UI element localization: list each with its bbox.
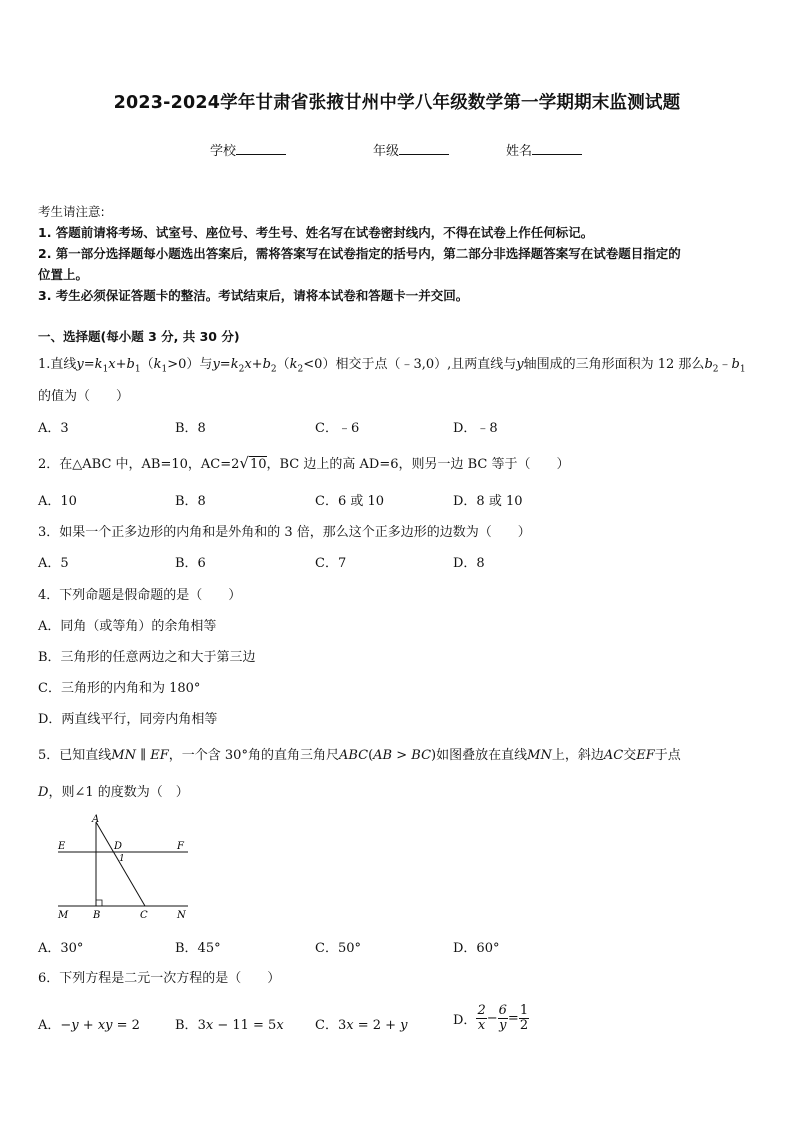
question-2: 2．在△ABC 中，AB=10，AC=2√10，BC 边上的高 AD=6，则另一边 BC 等于（ ） xyxy=(38,454,570,472)
question-6: 6．下列方程是二元一次方程的是（ ） xyxy=(38,971,281,986)
q2-option-d[interactable]: D．8 或 10 xyxy=(453,494,523,509)
section-heading: 一、选择题(每小题 3 分, 共 30 分) xyxy=(38,329,240,344)
label-n: N xyxy=(177,910,186,921)
label-m: M xyxy=(58,910,69,921)
label-angle-1: 1 xyxy=(119,854,125,864)
q4-option-a[interactable]: A．同角（或等角）的余角相等 xyxy=(38,619,217,634)
q6-option-c[interactable]: C．3x = 2 + y xyxy=(315,1018,408,1033)
q1-option-c[interactable]: C．﹣6 xyxy=(315,421,360,436)
label-d: D xyxy=(114,841,123,852)
q5-option-b[interactable]: B．45° xyxy=(175,941,221,956)
label-b: B xyxy=(93,910,101,921)
fraction-2-x: $\frac{2}{x}$ xyxy=(477,1003,486,1033)
geometry-figure xyxy=(50,810,195,925)
segment-ac xyxy=(96,822,145,906)
label-f: F xyxy=(177,841,184,852)
q2-option-c[interactable]: C．6 或 10 xyxy=(315,494,385,509)
page-title: 2023-2024学年甘肃省张掖甘州中学八年级数学第一学期期末监测试题 xyxy=(113,93,681,113)
school-field[interactable]: 学校 xyxy=(210,140,286,159)
q5-option-a[interactable]: A．30° xyxy=(38,941,84,956)
question-4: 4．下列命题是假命题的是（ ） xyxy=(38,588,242,603)
note-1: 1. 答题前请将考场、试室号、座位号、考生号、姓名写在试卷密封线内，不得在试卷上作任何标记。 xyxy=(38,225,594,240)
q5-option-d[interactable]: D．60° xyxy=(453,941,500,956)
label-c: C xyxy=(140,910,148,921)
q1-option-b[interactable]: B．8 xyxy=(175,421,206,436)
question-3: 3．如果一个正多边形的内角和是外角和的 3 倍，那么这个正多边形的边数为（ ） xyxy=(38,525,531,540)
name-field[interactable]: 姓名 xyxy=(506,140,582,159)
name-blank[interactable] xyxy=(532,142,582,155)
q1-option-a[interactable]: A．3 xyxy=(38,421,69,436)
q2-option-b[interactable]: B．8 xyxy=(175,494,206,509)
note-3: 3. 考生必须保证答题卡的整洁。考试结束后，请将本试卷和答题卡一并交回。 xyxy=(38,288,469,303)
question-5: 5．已知直线MN ∥ EF，一个含 30°角的直角三角尺ABC(AB > BC)如图叠放在直线MN上，斜边AC交EF于点 xyxy=(38,748,681,763)
note-2: 2. 第一部分选择题每小题选出答案后，需将答案写在试卷指定的括号内，第二部分非选择题答案写在试卷题目指定的 xyxy=(38,246,681,261)
q1-option-d[interactable]: D．﹣8 xyxy=(453,421,498,436)
q3-option-d[interactable]: D．8 xyxy=(453,556,485,571)
label-a: A xyxy=(92,814,100,825)
q3-option-c[interactable]: C．7 xyxy=(315,556,347,571)
q3-option-a[interactable]: A．5 xyxy=(38,556,69,571)
q2-option-a[interactable]: A．10 xyxy=(38,494,77,509)
q4-option-d[interactable]: D．两直线平行，同旁内角相等 xyxy=(38,712,218,727)
fraction-6-y: $\frac{6}{y}$ xyxy=(498,1003,507,1033)
q4-option-c[interactable]: C．三角形的内角和为 180° xyxy=(38,681,201,696)
right-angle-mark xyxy=(96,900,102,906)
q3-option-b[interactable]: B．6 xyxy=(175,556,206,571)
math-formula: y xyxy=(76,357,84,372)
q6-option-a[interactable]: A．−y + xy = 2 xyxy=(38,1018,140,1033)
grade-field[interactable]: 年级 xyxy=(373,140,449,159)
label-e: E xyxy=(58,841,66,852)
q6-option-b[interactable]: B．3x − 11 = 5x xyxy=(175,1018,284,1033)
question-1: 1.直线$y=k_1x+b_1(k_1>0)$与$y=k_2x+b_2(k_2<0)$相交于点（﹣3,0）,且两直线与y轴围成的三角形面积为 12 那么$b_2﹣b_1$ xyxy=(38,357,746,375)
q5-option-c[interactable]: C．50° xyxy=(315,941,361,956)
notes-heading: 考生请注意: xyxy=(38,204,105,219)
q6-option-d[interactable]: D． $\frac{2}{x}$ − $\frac{6}{y}$ = $\frac{1}{2}$ xyxy=(453,1003,529,1033)
sqrt-value: 10 xyxy=(249,457,267,472)
question-5-line2: D，则∠1 的度数为（ ） xyxy=(38,785,189,800)
note-2-cont: 位置上。 xyxy=(38,267,89,282)
grade-blank[interactable] xyxy=(399,142,449,155)
q4-option-b[interactable]: B．三角形的任意两边之和大于第三边 xyxy=(38,650,256,665)
school-blank[interactable] xyxy=(236,142,286,155)
question-1-line2: 的值为（ ） xyxy=(38,389,130,404)
fraction-1-2: $\frac{1}{2}$ xyxy=(519,1003,529,1033)
